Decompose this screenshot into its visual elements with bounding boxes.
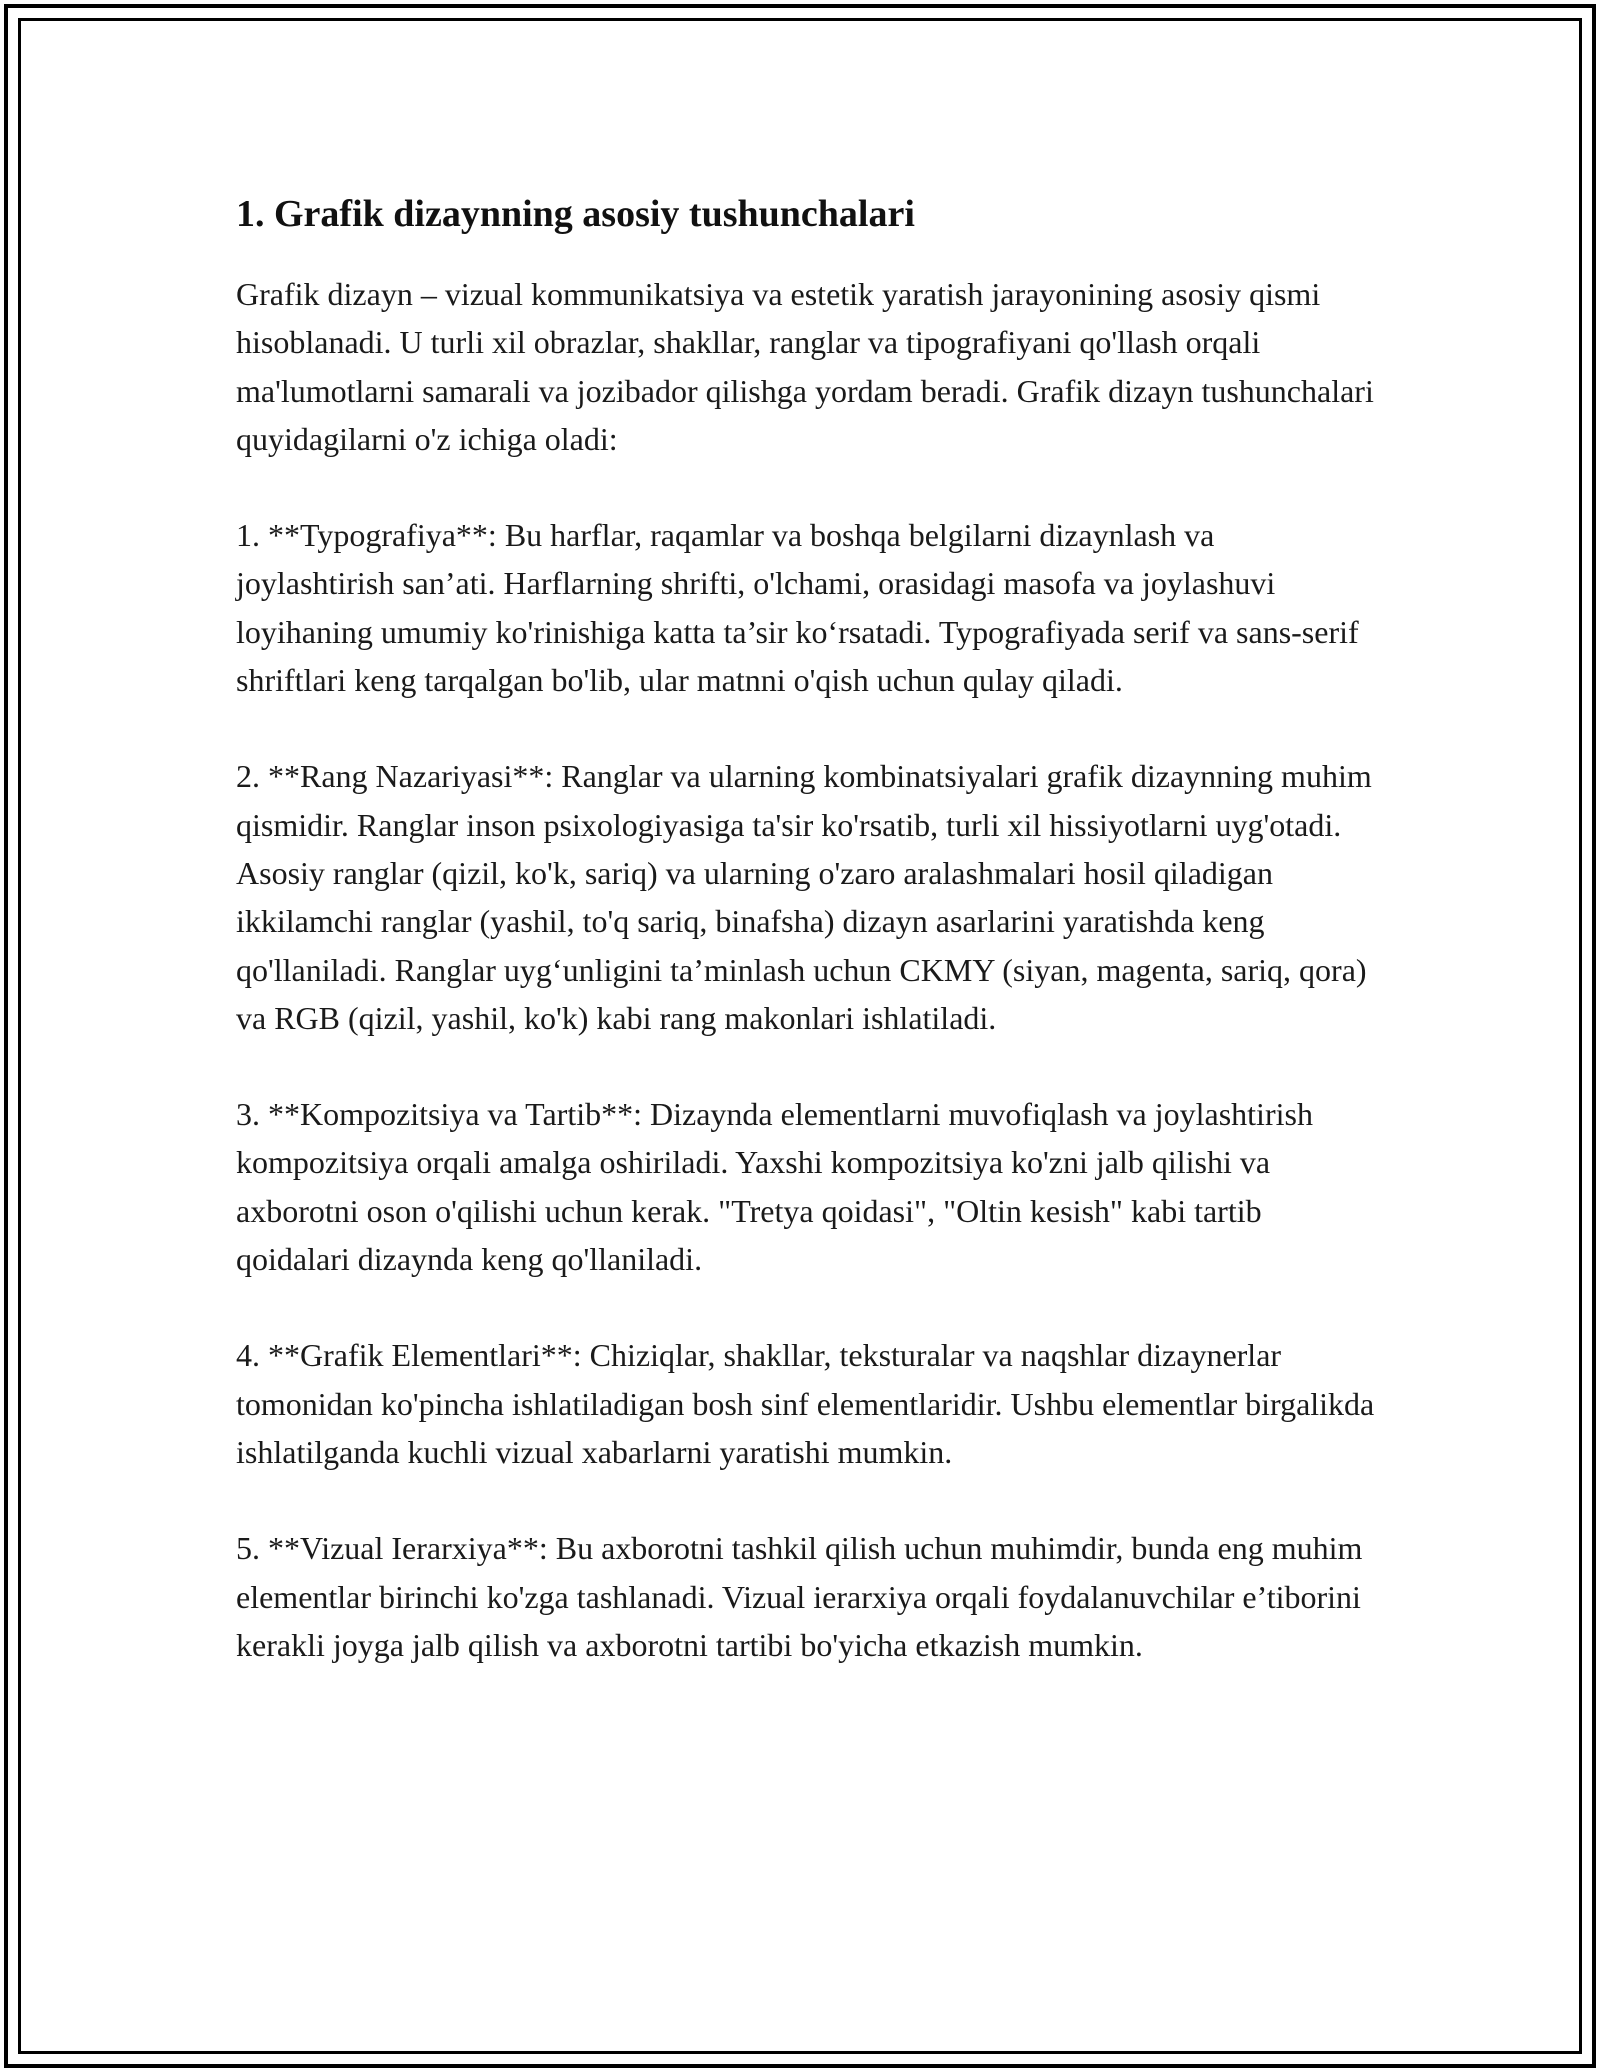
list-item-vizual-ierarxiya: 5. **Vizual Ierarxiya**: Bu axborotni tashkil qilish uchun muhimdir, bunda eng muhim elementlar birinchi ko'zga tashlanadi. Vizual ierarxiya orqali foydalanuvchilar e’tiborini kerakli joyga jalb qilish va axborotni tartibi bo'yicha etkazish mumkin. xyxy=(236,1530,1363,1663)
list-item-rang-nazariyasi: 2. **Rang Nazariyasi**: Ranglar va ularning kombinatsiyalari grafik dizaynning muhim qismidir. Ranglar inson psixologiyasiga ta'sir ko'rsatib, turli xil hissiyotlarni uyg'otadi. Asosiy ranglar (qizil, ko'k, sariq) va ularning o'zaro aralashmalari hosil qiladigan ikkilamchi ranglar (yashil, to'q sariq, binafsha) dizayn asarlarini yaratishda keng qo'llaniladi. Ranglar uyg‘unligini ta’minlash uchun CKMY (siyan, magenta, sariq, qora) va RGB (qizil, yashil, ko'k) kabi rang makonlari ishlatiladi. xyxy=(236,758,1372,1036)
list-item-grafik-elementlari: 4. **Grafik Elementlari**: Chiziqlar, shakllar, teksturalar va naqshlar dizaynerlar tomonidan ko'pincha ishlatiladigan bosh sinf elementlaridir. Ushbu elementlar birgalikda ishlatilganda kuchli vizual xabarlarni yaratishi mumkin. xyxy=(236,1337,1375,1470)
list-item-kompozitsiya: 3. **Kompozitsiya va Tartib**: Dizaynda elementlarni muvofiqlash va joylashtirish kompozitsiya orqali amalga oshiriladi. Yaxshi kompozitsiya ko'zni jalb qilishi va axborotni oson o'qilishi uchun kerak. "Tretya qoidasi", "Oltin kesish" kabi tartib qoidalari dizaynda keng qo'llaniladi. xyxy=(236,1096,1313,1278)
list-item-typografiya: 1. **Typografiya**: Bu harflar, raqamlar va boshqa belgilarni dizaynlash va joylashtirish san’ati. Harflarning shrifti, o'lchami, orasidagi masofa va joylashuvi loyihaning umumiy ko'rinishiga katta ta’sir ko‘rsatadi. Typografiyada serif va sans-serif shriftlari keng tarqalgan bo'lib, ular matnni o'qish uchun qulay qiladi. xyxy=(236,517,1359,699)
section-heading: 1. Grafik dizaynning asosiy tushunchalari xyxy=(236,193,915,235)
document-body xyxy=(236,188,1376,1717)
intro-paragraph: Grafik dizayn – vizual kommunikatsiya va estetik yaratish jarayonining asosiy qismi hisoblanadi. U turli xil obrazlar, shakllar, ranglar va tipografiyani qo'llash orqali ma'lumotlarni samarali va jozibador qilishga yordam beradi. Grafik dizayn tushunchalari quyidagilarni o'z ichiga oladi: xyxy=(236,276,1374,457)
